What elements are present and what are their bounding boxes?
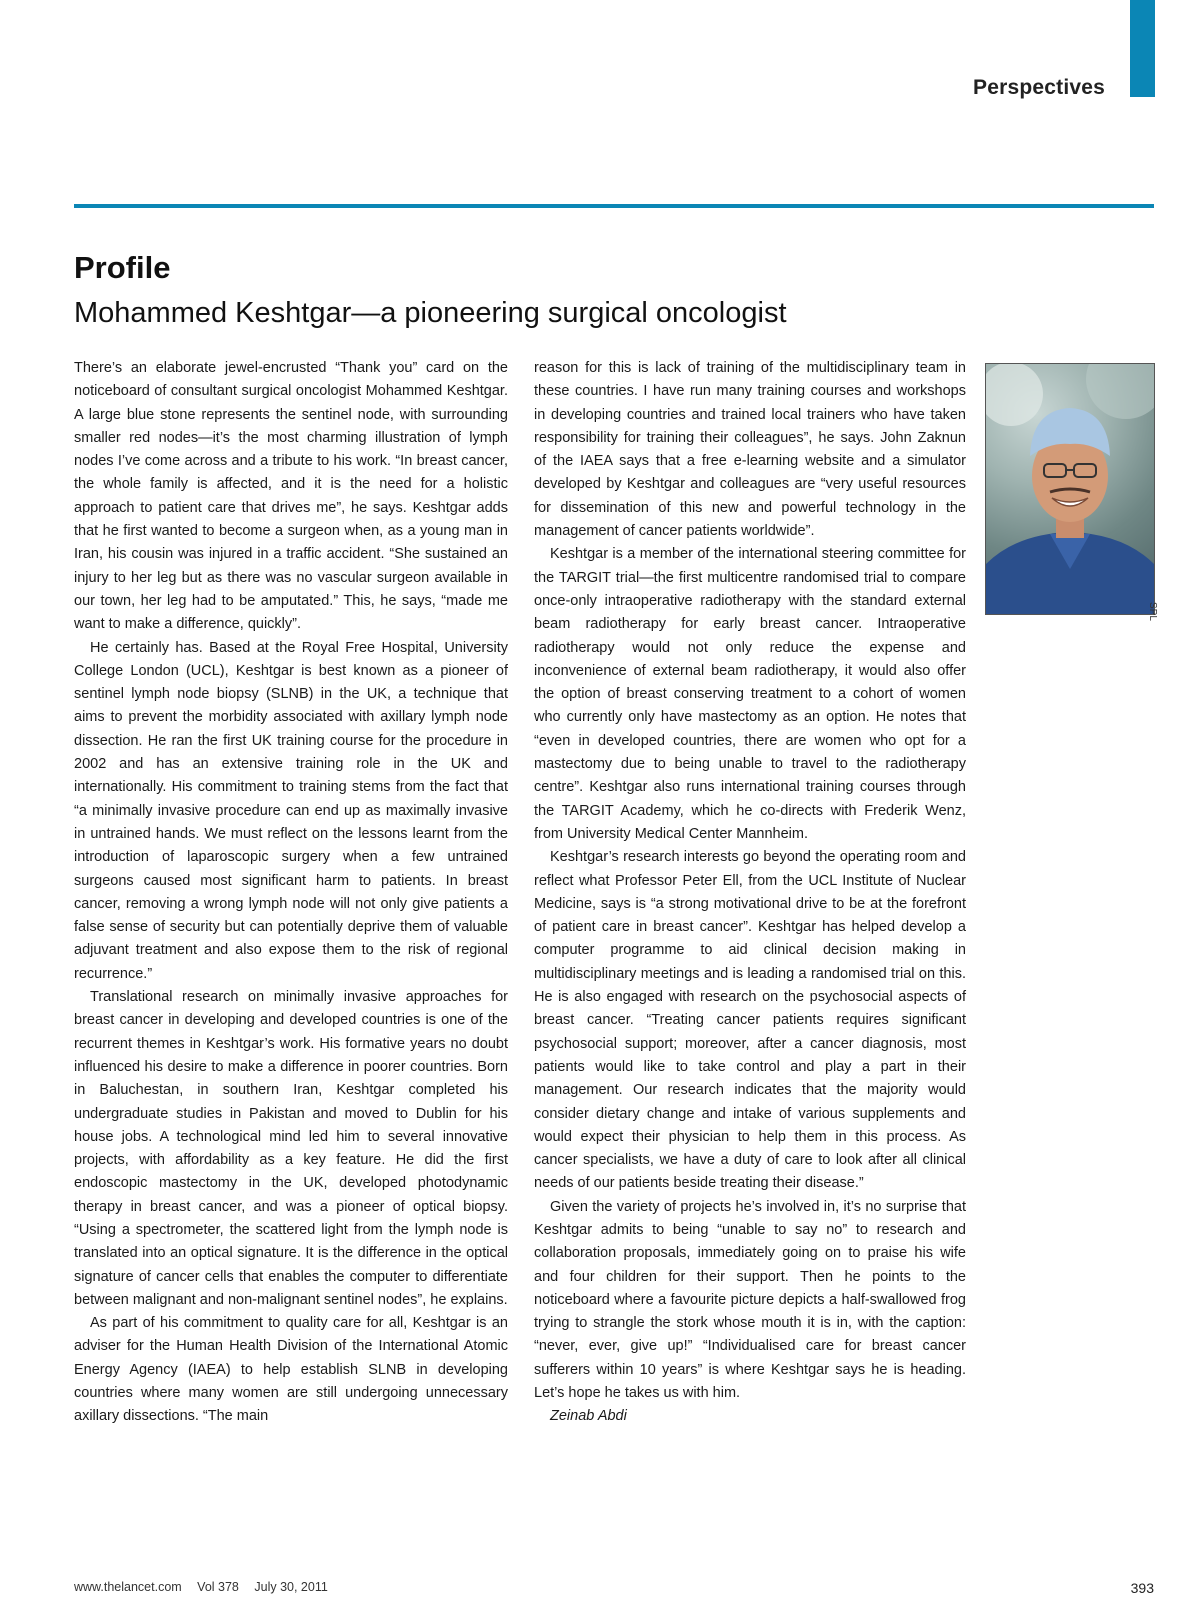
text-column-left	[74, 357, 508, 1522]
paragraph: As part of his commitment to quality care for all, Keshtgar is an adviser for the Human Health Division of the International Atomic Energy Agency (IAEA) to help establish SLNB in developing countries where many women are still undergoing unnecessary axillary dissections. “The main	[74, 1315, 508, 1425]
paragraph: reason for this is lack of training of the multidisciplinary team in these countries. I have run many training courses and workshops in developing countries and trained local trainers who have taken responsibility for training their colleagues”, he says. John Zaknun of the IAEA says that a free e-learning website and a simulator developed by Keshtgar and colleagues are “very useful resources for dissemination of this new and powerful technology in the management of cancer patients worldwide”.	[534, 360, 966, 540]
footer-date: July 30, 2011	[254, 1580, 328, 1594]
page-number: 393	[1130, 1580, 1154, 1596]
paragraph: He certainly has. Based at the Royal Free Hospital, University College London (UCL), Keshtgar is best known as a pioneer of sentinel lymph node biopsy (SLNB) in the UK, a technique that aims to prevent the morbidity associated with axillary lymph node dissection. He ran the first UK training course for the procedure in 2002 and has an extensive training role in the UK and internationally. His commitment to training stems from the fact that “a minimally invasive procedure can end up as maximally invasive in untrained hands. We must reflect on the lessons learnt from the introduction of laparoscopic surgery when a few untrained surgeons caused most significant harm to patients. In breast cancer, removing a wrong lymph node will not only give patients a false sense of security but can potentially deprive them of valuable adjuvant treatment and also expose them to the risk of regional recurrence.”	[74, 639, 508, 982]
footer-website: www.thelancet.com	[74, 1580, 182, 1594]
footer-citation	[74, 1580, 340, 1594]
text-column-right	[534, 357, 966, 1429]
byline: Zeinab Abdi	[550, 1408, 627, 1425]
paragraph: Keshtgar’s research interests go beyond the operating room and reflect what Professor Peter Ell, from the UCL Institute of Nuclear Medicine, says is “a strong motivational drive to be at the forefront of patient care in breast cancer”. Keshtgar has helped develop a computer programme to aid clinical decision making in multidisciplinary meetings and is leading a randomised trial on this. He is also engaged with research on the psychosocial aspects of breast cancer. “Treating cancer patients requires significant psychosocial support; moreover, after a cancer diagnosis, most patients would like to take control and play a part in their management. Our research indicates that the majority would consider dietary change and intake of various supplements and would expect their physician to help them in this process. As cancer specialists, we have a duty of care to look after all clinical needs of our patients beside treating their disease.”	[534, 849, 966, 1192]
paragraph: There’s an elaborate jewel-encrusted “Thank you” card on the noticeboard of consultant surgical oncologist Mohammed Keshtgar. A large blue stone represents the sentinel node, with surrounding smaller red nodes—it’s the most charming illustration of lymph nodes I’ve come across and a tribute to his work. “In breast cancer, the whole family is affected, and it is the need for a holistic approach to patient care that drives me”, he says. Keshtgar adds that he first wanted to become a surgeon when, as a young man in Iran, his cousin was injured in a traffic accident. “She sustained an injury to her leg but as there was no vascular surgeon available in our town, her leg had to be amputated.” This, he says, “made me want to make a difference, quickly”.	[74, 360, 508, 633]
header-rule	[74, 204, 1154, 208]
portrait-illustration	[986, 364, 1154, 614]
paragraph: Translational research on minimally invasive approaches for breast cancer in developing and developed countries is one of the recurrent themes in Keshtgar’s work. His formative years no doubt influenced his desire to make a difference in poorer countries. Born in Baluchestan, in southern Iran, Keshtgar completed his undergraduate studies in Pakistan and moved to Dublin for his house jobs. A technological mind led him to several innovative projects, with affordability as a key feature. He did the first endoscopic mastectomy in the UK, developed photodynamic therapy in breast cancer, and was a pioneer of optical biopsy. “Using a spectrometer, the scattered light from the lymph node is translated into an optical signature. It is the difference in the optical signature of cancer cells that enables the computer to differentiate between malignant and non-malignant sentinel nodes”, he explains.	[74, 989, 508, 1308]
article-kicker: Profile	[74, 250, 171, 285]
article-title: Mohammed Keshtgar—a pioneering surgical oncologist	[74, 297, 787, 329]
portrait-photo	[985, 363, 1155, 615]
section-color-tab	[1130, 0, 1155, 97]
photo-credit: SPL	[1147, 602, 1158, 621]
paragraph: Keshtgar is a member of the international steering committee for the TARGIT trial—the first multicentre randomised trial to compare once-only intraoperative radiotherapy with the standard external beam radiotherapy for early breast cancer. Intraoperative radiotherapy would not only reduce the expense and inconvenience of external beam radiotherapy, it would also offer the option of breast conserving treatment to a cohort of women who currently only have mastectomy as an option. He notes that “even in developed countries, there are women who opt for a mastectomy due to being unable to travel to the radiotherapy centre”. Keshtgar also runs international training courses through the TARGIT Academy, which he co-directs with Frederik Wenz, from University Medical Center Mannheim.	[534, 546, 966, 842]
paragraph: Given the variety of projects he’s involved in, it’s no surprise that Keshtgar admits to being “unable to say no” to research and collaboration proposals, immediately going on to praise his wife and four children for their support. Then he points to the noticeboard where a favourite picture depicts a half-swallowed frog trying to strangle the stork whose mouth it is in, with the caption: “never, ever, give up!” “Individualised care for breast cancer sufferers within 10 years” is where Keshtgar says he is heading. Let’s hope he takes us with him.	[534, 1198, 966, 1402]
section-label: Perspectives	[973, 76, 1105, 99]
footer-volume: Vol 378	[197, 1580, 239, 1594]
